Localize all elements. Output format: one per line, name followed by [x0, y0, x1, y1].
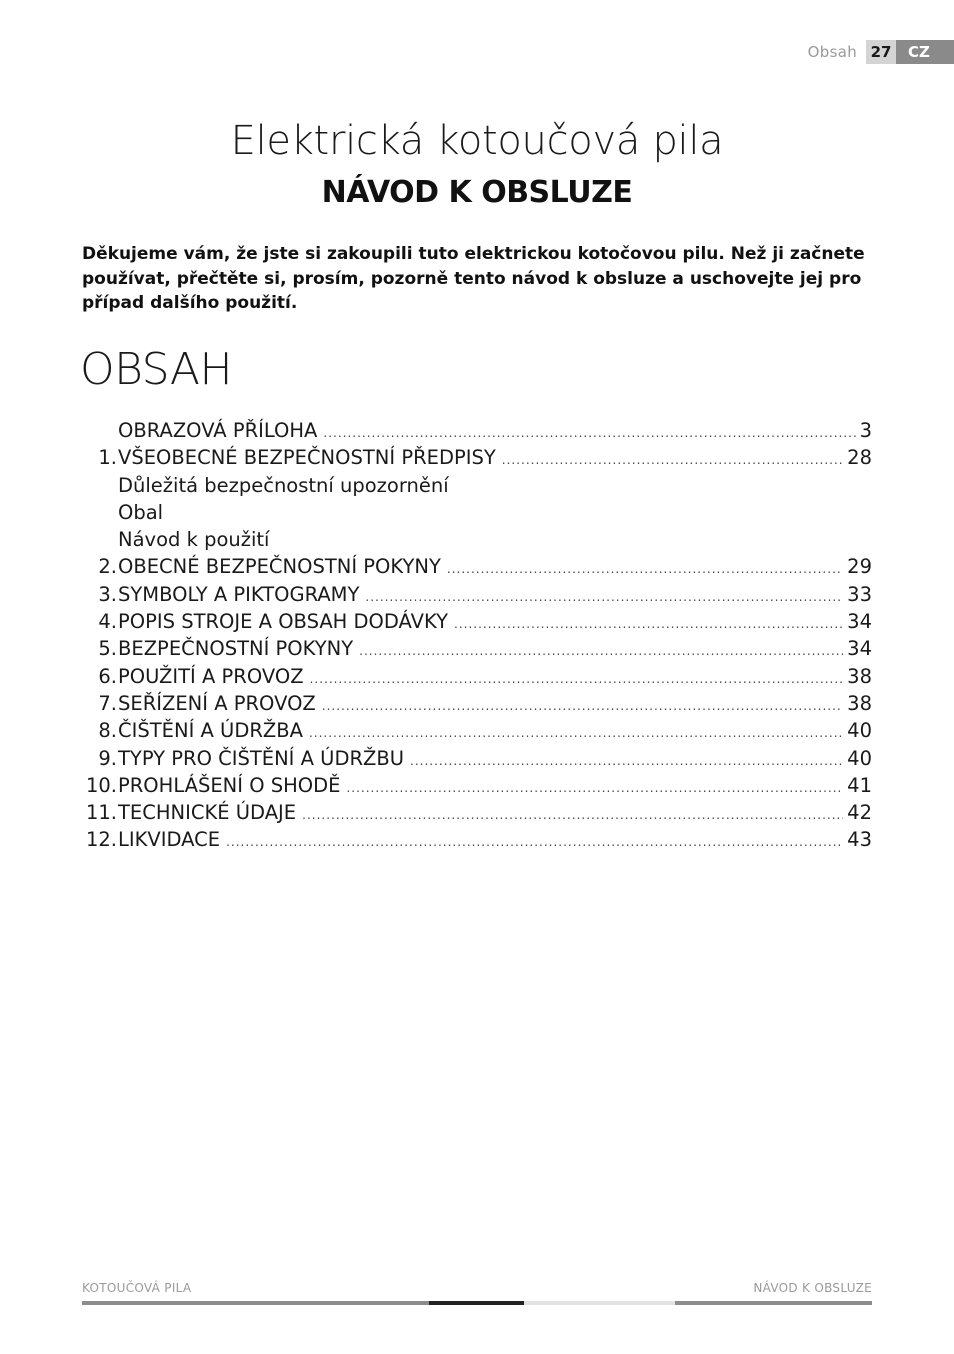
toc-entry-title: OBRAZOVÁ PŘÍLOHA: [118, 419, 318, 442]
toc-entry-title: SEŘÍZENÍ A PROVOZ: [118, 691, 316, 715]
toc-leader-dots: [226, 835, 843, 849]
page-header: [808, 40, 954, 64]
toc-entry-number: 9.: [98, 746, 117, 770]
toc-leader-dots: [302, 808, 843, 822]
toc-entry-title: POPIS STROJE A OBSAH DODÁVKY: [118, 610, 448, 634]
toc-entry-number: 6.: [98, 664, 117, 688]
toc-entry-number: 11.: [85, 801, 117, 825]
toc-entry-number: 5.: [98, 637, 117, 661]
toc-entry-title: Návod k použití: [118, 528, 270, 552]
toc-entry-title: Důležitá bezpečnostní upozornění: [118, 473, 449, 497]
toc-leader-dots: [346, 781, 843, 795]
footer-bar: [82, 1301, 872, 1305]
toc-leader-dots: [310, 672, 844, 686]
footer-bar-segment: [82, 1301, 429, 1305]
toc-leader-dots: [365, 590, 843, 604]
toc-entry-page: 43: [847, 828, 872, 852]
toc-entry-title: POUŽITÍ A PROVOZ: [118, 664, 304, 688]
toc-leader-dots: [309, 726, 843, 740]
toc-entry: [82, 419, 872, 446]
toc-entry: [82, 446, 872, 473]
toc-entry-number: 2.: [98, 555, 117, 579]
table-of-contents: [82, 419, 872, 856]
toc-entry-number: 4.: [98, 610, 117, 634]
toc-entry-page: 40: [847, 746, 872, 770]
toc-entry: [82, 774, 872, 801]
toc-entry: [82, 610, 872, 637]
toc-entry-title: VŠEOBECNÉ BEZPEČNOSTNÍ PŘEDPISY: [118, 446, 496, 470]
footer-bar-segment: [675, 1301, 872, 1305]
toc-entry-title: OBECNÉ BEZPEČNOSTNÍ POKYNY: [118, 555, 441, 579]
toc-entry: [82, 692, 872, 719]
toc-leader-dots: [323, 426, 855, 440]
toc-entry-title: BEZPEČNOSTNÍ POKYNY: [118, 637, 354, 661]
toc-entry-page: 42: [847, 801, 872, 825]
toc-entry-title: Obal: [118, 500, 164, 524]
toc-entry-page: 28: [847, 446, 872, 470]
toc-leader-dots: [447, 562, 843, 576]
toc-entry: [82, 828, 872, 855]
contents-heading: OBSAH: [80, 344, 233, 395]
toc-leader-dots: [454, 617, 843, 631]
toc-entry: [82, 501, 872, 528]
toc-entry-page: 3: [859, 419, 872, 442]
toc-entry-title: ČIŠTĚNÍ A ÚDRŽBA: [118, 719, 303, 743]
toc-entry-number: 8.: [98, 719, 117, 743]
toc-entry-number: 12.: [85, 828, 117, 852]
footer-bar-segment: [524, 1301, 675, 1305]
header-language-badge: CZ: [896, 40, 954, 64]
header-section-label: Obsah: [807, 43, 857, 61]
intro-paragraph: Děkujeme vám, že jste si zakoupili tuto elektrickou kotočovou pilu. Než ji začnete používat, přečtěte si, prosím, pozorně tento návod k obsluze a uschovejte jej pro případ dalšího použití.: [82, 244, 865, 313]
toc-leader-dots: [502, 453, 843, 467]
toc-entry-page: 38: [847, 691, 872, 715]
toc-entry-page: 34: [847, 637, 872, 661]
footer-product-name: KOTOUČOVÁ PILA: [82, 1281, 192, 1295]
toc-entry: [82, 583, 872, 610]
document-title: Elektrická kotoučová pila: [230, 118, 724, 164]
toc-entry-page: 40: [847, 719, 872, 743]
toc-entry: [82, 528, 872, 555]
toc-entry-page: 33: [847, 582, 872, 606]
toc-entry-page: 38: [847, 664, 872, 688]
toc-entry-number: 3.: [98, 582, 117, 606]
toc-entry: [82, 719, 872, 746]
document-subtitle: NÁVOD K OBSLUZE: [321, 175, 633, 210]
toc-entry: [82, 637, 872, 664]
toc-leader-dots: [410, 754, 843, 768]
toc-entry-number: 10.: [85, 773, 117, 797]
toc-entry-title: SYMBOLY A PIKTOGRAMY: [118, 582, 360, 606]
toc-entry: [82, 555, 872, 582]
header-page-number: 27: [866, 40, 896, 64]
toc-entry: [82, 474, 872, 501]
toc-entry-number: 7.: [98, 691, 117, 715]
toc-entry-title: TYPY PRO ČIŠTĚNÍ A ÚDRŽBU: [118, 746, 405, 770]
toc-entry-page: 41: [847, 773, 872, 797]
footer-bar-segment: [429, 1301, 524, 1305]
toc-entry: [82, 801, 872, 828]
toc-entry-title: LIKVIDACE: [118, 828, 221, 852]
toc-entry-number: 1.: [98, 446, 117, 470]
toc-entry-page: 29: [847, 555, 872, 579]
toc-entry: [82, 747, 872, 774]
toc-entry-title: PROHLÁŠENÍ O SHODĚ: [118, 773, 341, 797]
toc-entry-title: TECHNICKÉ ÚDAJE: [118, 801, 297, 825]
toc-entry-page: 34: [847, 610, 872, 634]
footer-doc-name: NÁVOD K OBSLUZE: [753, 1281, 872, 1295]
toc-leader-dots: [322, 699, 843, 713]
toc-entry: [82, 665, 872, 692]
toc-leader-dots: [359, 644, 843, 658]
